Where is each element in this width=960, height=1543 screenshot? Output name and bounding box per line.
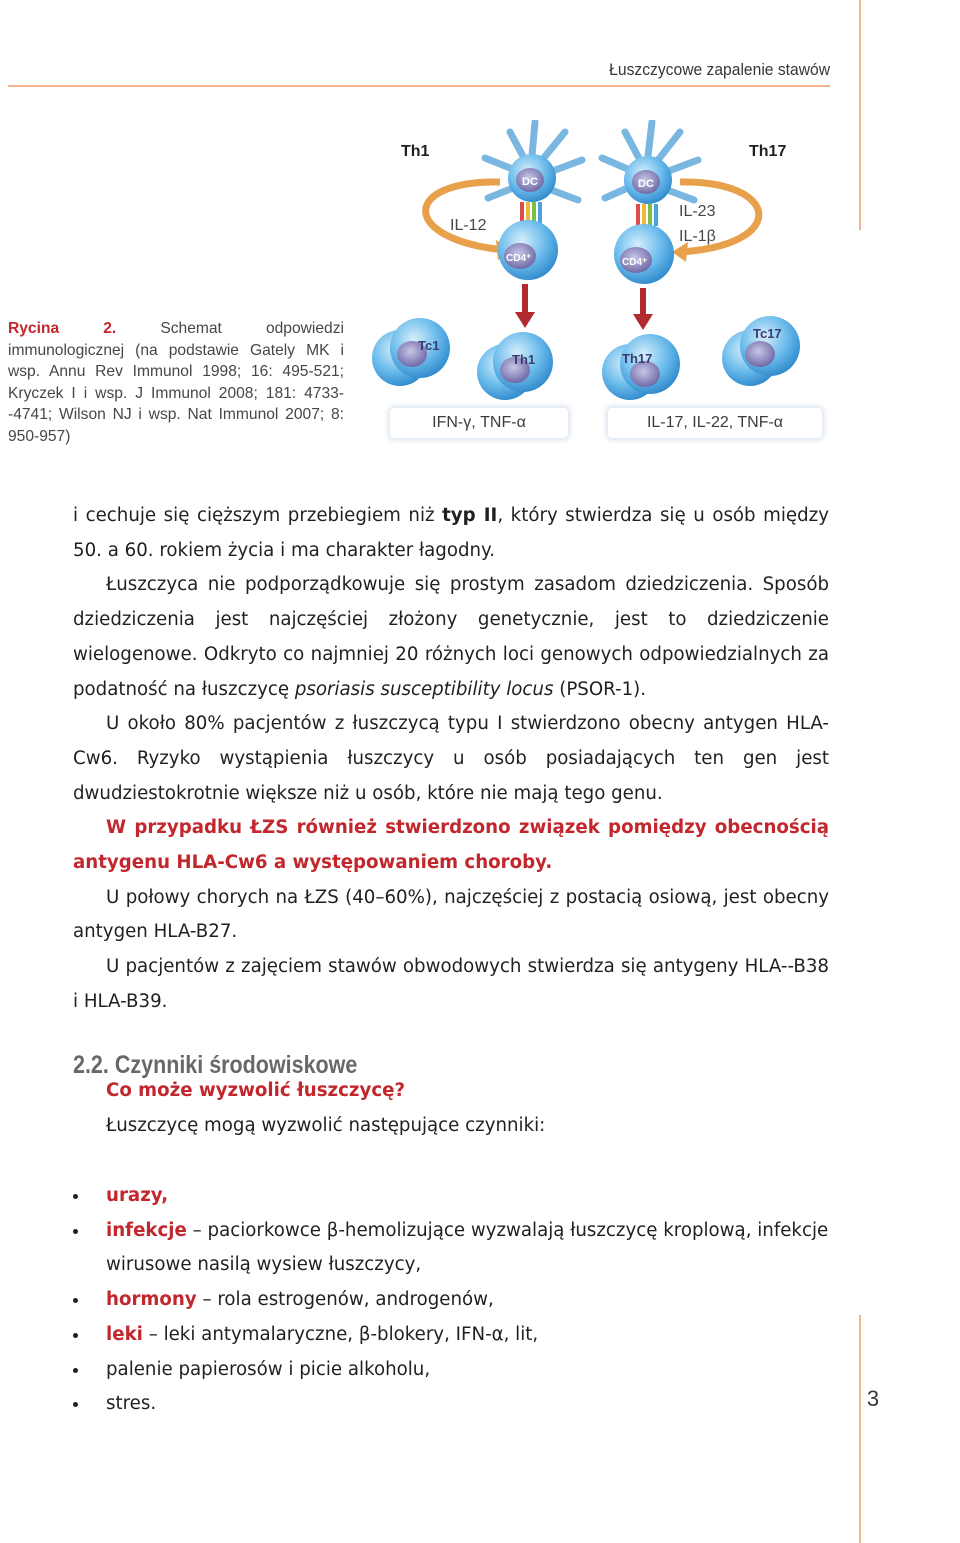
section-heading: 2.2. Czynniki środowiskowe — [73, 1051, 358, 1079]
cd4-label-right: CD4⁺ — [622, 257, 648, 268]
trigger-list — [73, 1179, 829, 1422]
dendritic-cell-left — [485, 122, 582, 280]
paragraph-1 — [73, 499, 829, 568]
list-item — [73, 1318, 829, 1353]
il23-label: IL-23 — [679, 203, 716, 220]
list-item — [73, 1387, 829, 1422]
immune-response-diagram — [360, 120, 830, 450]
th1-cell-label: Th1 — [512, 352, 536, 367]
figure-caption-text: Schemat odpowiedzi immunologicznej (na podstawie Gately MK i wsp. Annu Rev Immunol 1998; 16: 495-521; Kryczek I i wsp. J Immunol 2008; 181: 4733--4741; Wilson NJ i wsp. Nat Immunol 2007; 8: 950-957) — [8, 320, 344, 445]
th1-label: Th1 — [401, 143, 430, 160]
list-item-bold: infekcje — [106, 1219, 187, 1241]
paragraph-1-bold: typ II — [442, 505, 498, 526]
figure-caption-label: Rycina 2. — [8, 320, 117, 337]
list-item — [73, 1214, 829, 1283]
list-item — [73, 1283, 829, 1318]
paragraph-4-highlight: W przypadku ŁZS również stwierdzono związek pomiędzy obecnością antygenu HLA-Cw6 a występowaniem choroby. — [73, 817, 829, 874]
paragraph-2-italic: psoriasis susceptibility locus — [294, 678, 554, 700]
il12-label: IL-12 — [450, 217, 487, 234]
list-item-text: – paciorkowce β-hemolizujące wyzwalają łuszczycę kroplową, infekcje wirusowe nasilą wysiew łuszczycy, — [106, 1219, 829, 1276]
paragraph-5: U połowy chorych na ŁZS (40–60%), najczęściej z postacią osiową, jest obecny antygen HLA-B27. — [73, 886, 829, 943]
th1-feedback-arrow — [426, 182, 505, 250]
running-header: Łuszczycowe zapalenie stawów — [609, 60, 830, 79]
bullet-icon — [73, 1368, 78, 1373]
margin-rule-bottom — [859, 1315, 861, 1543]
paragraph-1-a: i cechuje się cięższym przebiegiem niż — [73, 505, 443, 526]
th17-label: Th17 — [749, 143, 787, 160]
left-cytokines-box: IFN-γ, TNF-α — [390, 408, 568, 438]
paragraph-2-text: Łuszczyca nie podporządkowuje się prostym zasadom dziedziczenia. Sposób dziedziczenia jest najczęściej złożony genetycznie, jest to dziedziczenie wielogenowe. Odkryto co najmniej 20 różnych loci genowych odpowiedzialnych za podatność na łuszczycę — [73, 574, 829, 700]
paragraph-1-c: , który stwierdza się u osób między 50. a 60. rokiem życia i ma charakter łagodny. — [73, 505, 829, 561]
paragraph-6: U pacjentów z zajęciem stawów obwodowych stwierdza się antygeny HLA--B38 i HLA-B39. — [73, 956, 829, 1012]
list-item — [73, 1179, 829, 1214]
paragraph-2-end: (PSOR-1). — [553, 678, 647, 700]
list-item-text: palenie papierosów i picie alkoholu, — [106, 1358, 431, 1380]
section-question: Co może wyzwolić łuszczycę? — [106, 1080, 405, 1102]
bullet-icon — [73, 1229, 78, 1234]
th17-cell-label: Th17 — [622, 351, 653, 366]
right-cytokines-box: IL-17, IL-22, TNF-α — [608, 408, 822, 438]
paragraph-3: U około 80% pacjentów z łuszczycą typu I stwierdzono obecny antygen HLA-Cw6. Ryzyko wystąpienia łuszczycy u osób posiadających ten gen jest dwudziestokrotnie większe niż u osób, które nie mają tego genu. — [73, 713, 829, 804]
il1b-label: IL-1β — [679, 228, 716, 245]
dc-label-right: DC — [638, 178, 654, 190]
tc17-cell-cluster — [722, 316, 800, 386]
bullet-icon — [73, 1194, 78, 1199]
margin-rule-top — [859, 0, 861, 230]
bullet-icon — [73, 1298, 78, 1303]
list-item-bold: leki — [106, 1323, 143, 1345]
differentiation-arrow-right — [633, 288, 653, 330]
section-intro — [73, 1080, 829, 1144]
body-text — [73, 499, 829, 1020]
list-item-bold: urazy, — [106, 1185, 169, 1206]
dc-label-left: DC — [522, 176, 538, 188]
section-intro-text: Łuszczycę mogą wyzwolić następujące czynniki: — [106, 1115, 546, 1137]
tc1-cell-cluster — [372, 318, 450, 386]
bullet-icon — [73, 1333, 78, 1338]
list-item — [73, 1353, 829, 1388]
paragraph-2 — [73, 568, 829, 707]
header-rule — [8, 85, 830, 87]
list-item-text: stres. — [106, 1393, 157, 1415]
list-item-text: – rola estrogenów, androgenów, — [196, 1289, 494, 1311]
tc17-label: Tc17 — [753, 326, 782, 341]
list-item-bold: hormony — [106, 1289, 197, 1311]
figure-caption — [8, 318, 344, 447]
cd4-label-left: CD4⁺ — [506, 253, 532, 264]
list-item-text: – leki antymalaryczne, β-blokery, IFN-α, lit, — [142, 1323, 539, 1345]
tc1-label: Tc1 — [418, 338, 440, 353]
th17-cell-cluster — [602, 334, 680, 400]
differentiation-arrow-left — [515, 284, 535, 328]
bullet-icon — [73, 1402, 78, 1407]
page-number: 3 — [866, 1386, 880, 1411]
th1-cell-cluster — [477, 332, 553, 400]
